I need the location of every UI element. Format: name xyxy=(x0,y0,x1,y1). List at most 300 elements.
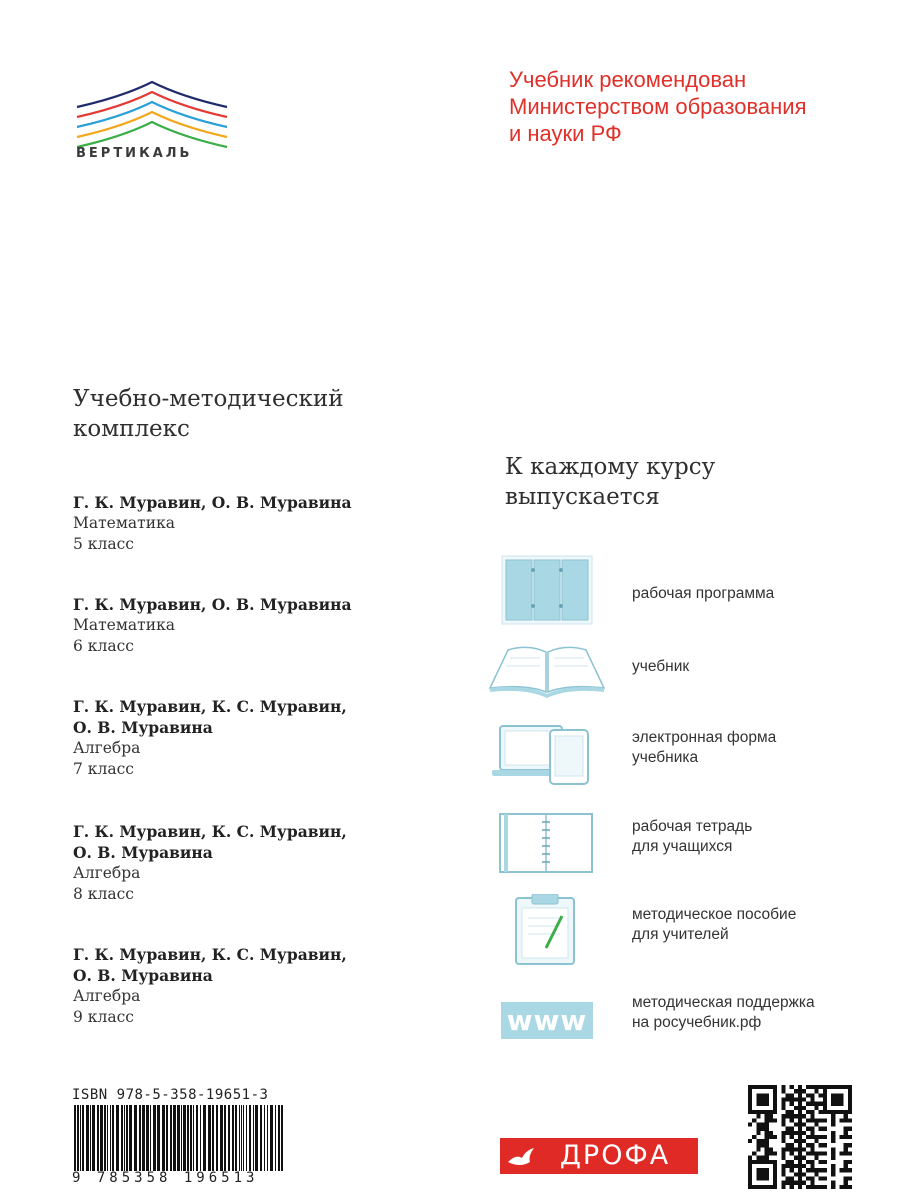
barcode-bar xyxy=(243,1105,244,1171)
barcode-bar xyxy=(100,1105,103,1171)
qr-module xyxy=(798,1102,802,1106)
qr-module xyxy=(794,1122,798,1126)
barcode-bar xyxy=(187,1105,189,1171)
barcode-digits: 9 785358 196513 xyxy=(72,1170,259,1186)
barcode-bar xyxy=(212,1105,214,1171)
barcode-bar xyxy=(121,1105,123,1171)
qr-module xyxy=(785,1093,789,1097)
qr-module xyxy=(831,1135,835,1139)
barcode-bar xyxy=(86,1105,89,1171)
item-label-line: методическая поддержка xyxy=(632,994,815,1011)
qr-module xyxy=(802,1106,806,1110)
book-authors: О. В. Муравина xyxy=(73,843,213,862)
barcode-bar xyxy=(142,1105,145,1171)
qr-module xyxy=(806,1110,810,1114)
qr-module xyxy=(781,1135,785,1139)
qr-module xyxy=(831,1181,835,1185)
qr-module xyxy=(815,1106,819,1110)
qr-module xyxy=(806,1135,810,1139)
course-title-line: выпускается xyxy=(505,484,660,510)
qr-module xyxy=(844,1177,848,1181)
qr-module xyxy=(802,1122,806,1126)
qr-module xyxy=(810,1118,814,1122)
book-authors: Г. К. Муравин, К. С. Муравин, xyxy=(73,697,347,716)
qr-module xyxy=(765,1114,769,1118)
qr-module xyxy=(798,1168,802,1172)
qr-module xyxy=(794,1131,798,1135)
qr-module xyxy=(790,1152,794,1156)
qr-module xyxy=(840,1118,844,1122)
item-label xyxy=(632,728,882,768)
qr-module xyxy=(806,1168,810,1172)
recommendation-text xyxy=(509,66,869,147)
qr-module xyxy=(815,1156,819,1160)
qr-module xyxy=(798,1147,802,1151)
qr-module xyxy=(748,1156,752,1160)
qr-module xyxy=(781,1152,785,1156)
qr-module xyxy=(798,1114,802,1118)
publisher-name: ДРОФА xyxy=(559,1140,671,1171)
qr-module xyxy=(819,1127,823,1131)
qr-module xyxy=(794,1139,798,1143)
qr-module xyxy=(790,1114,794,1118)
qr-module xyxy=(819,1160,823,1164)
barcode-bar xyxy=(150,1105,151,1171)
qr-module xyxy=(810,1127,814,1131)
qr-module xyxy=(781,1122,785,1126)
qr-module xyxy=(819,1093,823,1097)
binders-icon xyxy=(488,554,606,626)
barcode-bar xyxy=(116,1105,119,1171)
qr-module xyxy=(844,1127,848,1131)
barcode-bar xyxy=(107,1105,108,1171)
qr-module xyxy=(781,1118,785,1122)
qr-module xyxy=(848,1185,852,1189)
barcode-bar xyxy=(235,1105,237,1171)
qr-module xyxy=(810,1177,814,1181)
qr-module xyxy=(790,1102,794,1106)
qr-module xyxy=(773,1152,777,1156)
qr-module xyxy=(802,1172,806,1176)
qr-module xyxy=(844,1160,848,1164)
book-grade: 8 класс xyxy=(73,885,134,903)
qr-module xyxy=(790,1135,794,1139)
qr-module xyxy=(806,1127,810,1131)
qr-module xyxy=(756,1139,760,1143)
qr-module xyxy=(802,1114,806,1118)
qr-module xyxy=(815,1089,819,1093)
qr-module xyxy=(810,1181,814,1185)
barcode-bar xyxy=(255,1105,258,1171)
book-entry xyxy=(73,492,413,555)
barcode-bar xyxy=(275,1105,276,1171)
qr-module xyxy=(806,1118,810,1122)
qr-module xyxy=(802,1089,806,1093)
qr-module xyxy=(790,1127,794,1131)
item-label-line: на росучебник.рф xyxy=(632,1014,762,1031)
qr-module xyxy=(781,1156,785,1160)
qr-module xyxy=(798,1122,802,1126)
qr-module xyxy=(844,1135,848,1139)
qr-module xyxy=(781,1085,785,1089)
qr-module xyxy=(798,1143,802,1147)
barcode-bar xyxy=(246,1105,247,1171)
qr-module xyxy=(848,1152,852,1156)
qr-module xyxy=(798,1139,802,1143)
barcode-bar xyxy=(162,1105,165,1171)
qr-module xyxy=(794,1172,798,1176)
qr-module xyxy=(823,1168,827,1172)
www-icon-text: www xyxy=(501,1002,594,1039)
qr-module xyxy=(798,1127,802,1131)
qr-module xyxy=(831,1114,835,1118)
qr-module xyxy=(815,1152,819,1156)
qr-module xyxy=(815,1122,819,1126)
barcode-bar xyxy=(82,1105,84,1171)
qr-module xyxy=(844,1114,848,1118)
qr-module xyxy=(781,1102,785,1106)
qr-module xyxy=(790,1093,794,1097)
qr-module xyxy=(798,1089,802,1093)
qr-module xyxy=(815,1135,819,1139)
book-entry xyxy=(73,821,413,905)
qr-module xyxy=(798,1106,802,1110)
barcode-bar xyxy=(181,1105,182,1171)
publisher-bird-icon xyxy=(506,1144,536,1170)
qr-module xyxy=(848,1118,852,1122)
qr-module xyxy=(806,1093,810,1097)
book-grade: 5 класс xyxy=(73,535,134,553)
item-label-line: для учащихся xyxy=(632,838,733,855)
clipboard-icon xyxy=(488,894,606,966)
barcode-bar xyxy=(97,1105,99,1171)
item-label-line: учебник xyxy=(632,658,690,675)
qr-module xyxy=(790,1118,794,1122)
barcode-bar xyxy=(249,1105,251,1171)
qr-module xyxy=(769,1152,773,1156)
qr-module xyxy=(831,1172,835,1176)
qr-module xyxy=(781,1185,785,1189)
qr-module xyxy=(840,1152,844,1156)
qr-module xyxy=(790,1085,794,1089)
qr-module xyxy=(819,1110,823,1114)
qr-module xyxy=(769,1114,773,1118)
qr-module xyxy=(806,1152,810,1156)
qr-module xyxy=(769,1131,773,1135)
barcode-bar xyxy=(92,1105,95,1171)
qr-module xyxy=(760,1122,764,1126)
qr-module xyxy=(756,1156,760,1160)
qr-module xyxy=(781,1097,785,1101)
qr-module xyxy=(794,1106,798,1110)
qr-module xyxy=(794,1114,798,1118)
qr-module xyxy=(756,1168,768,1180)
barcode-bar xyxy=(241,1105,242,1171)
qr-module xyxy=(769,1135,773,1139)
barcode-bar xyxy=(110,1105,111,1171)
qr-module xyxy=(781,1164,785,1168)
qr-module xyxy=(781,1147,785,1151)
qr-module xyxy=(794,1156,798,1160)
qr-module xyxy=(756,1143,760,1147)
barcode-bar xyxy=(157,1105,160,1171)
qr-module xyxy=(748,1122,752,1126)
qr-module xyxy=(810,1143,814,1147)
qr-module xyxy=(798,1118,802,1122)
qr-module xyxy=(810,1185,814,1189)
devices-icon xyxy=(488,720,606,792)
qr-module xyxy=(810,1152,814,1156)
complex-title-line: Учебно-методический xyxy=(73,386,344,412)
barcode-bar xyxy=(77,1105,79,1171)
qr-module xyxy=(844,1147,848,1151)
complex-title xyxy=(73,384,393,444)
barcode-bar xyxy=(129,1105,132,1171)
qr-module xyxy=(794,1097,798,1101)
qr-module xyxy=(810,1160,814,1164)
barcode-bar xyxy=(267,1105,268,1171)
book-authors: Г. К. Муравин, О. В. Муравина xyxy=(73,595,352,614)
qr-module xyxy=(810,1102,814,1106)
qr-module xyxy=(844,1118,848,1122)
book-entry xyxy=(73,696,413,780)
qr-module xyxy=(785,1181,789,1185)
qr-module xyxy=(785,1143,789,1147)
barcode-bar xyxy=(203,1105,206,1171)
qr-module xyxy=(810,1135,814,1139)
barcode-bar xyxy=(260,1105,262,1171)
book-entry xyxy=(73,944,413,1028)
qr-module xyxy=(756,1127,760,1131)
item-label xyxy=(632,905,882,945)
qr-module xyxy=(781,1114,785,1118)
qr-module xyxy=(760,1143,764,1147)
qr-module xyxy=(785,1097,789,1101)
qr-module xyxy=(790,1168,794,1172)
qr-module xyxy=(798,1185,802,1189)
qr-module xyxy=(752,1135,756,1139)
qr-module xyxy=(790,1110,794,1114)
qr-module xyxy=(815,1185,819,1189)
qr-module xyxy=(844,1181,848,1185)
qr-module xyxy=(819,1085,823,1089)
qr-module xyxy=(823,1118,827,1122)
qr-module xyxy=(831,1131,835,1135)
book-authors: Г. К. Муравин, О. В. Муравина xyxy=(73,493,352,512)
qr-module xyxy=(760,1139,764,1143)
item-label-line: рабочая программа xyxy=(632,585,775,602)
qr-module xyxy=(831,1093,843,1105)
qr-module xyxy=(798,1181,802,1185)
barcode-bar xyxy=(216,1105,218,1171)
qr-module xyxy=(781,1106,785,1110)
qr-module xyxy=(831,1185,835,1189)
qr-module xyxy=(819,1152,823,1156)
barcode-bar xyxy=(224,1105,226,1171)
qr-module xyxy=(765,1139,769,1143)
barcode-bar xyxy=(104,1105,106,1171)
barcode-bar xyxy=(134,1105,137,1171)
qr-module xyxy=(785,1160,789,1164)
qr-module xyxy=(848,1168,852,1172)
barcode-bar xyxy=(193,1105,194,1171)
qr-module xyxy=(848,1127,852,1131)
qr-module xyxy=(773,1118,777,1122)
barcode-bar xyxy=(196,1105,198,1171)
qr-module xyxy=(806,1085,810,1089)
qr-module xyxy=(781,1168,785,1172)
qr-module xyxy=(802,1147,806,1151)
barcode-bar xyxy=(253,1105,254,1171)
qr-module xyxy=(756,1122,760,1126)
barcode-bar xyxy=(190,1105,192,1171)
book-subject: Алгебра xyxy=(73,864,141,882)
qr-module xyxy=(790,1097,794,1101)
qr-module xyxy=(802,1139,806,1143)
qr-module xyxy=(781,1089,785,1093)
qr-module xyxy=(785,1127,789,1131)
qr-module xyxy=(840,1185,844,1189)
qr-module xyxy=(765,1122,769,1126)
qr-module xyxy=(806,1177,810,1181)
barcode-bar xyxy=(228,1105,230,1171)
qr-module xyxy=(823,1127,827,1131)
qr-module xyxy=(798,1172,802,1176)
www-icon xyxy=(488,984,606,1056)
book-grade: 6 класс xyxy=(73,637,134,655)
qr-module xyxy=(831,1122,835,1126)
qr-module xyxy=(765,1152,769,1156)
item-label xyxy=(632,817,882,857)
qr-module xyxy=(810,1110,814,1114)
qr-module xyxy=(802,1181,806,1185)
item-label xyxy=(632,584,882,604)
qr-module xyxy=(819,1168,823,1172)
qr-module xyxy=(752,1118,756,1122)
qr-module xyxy=(823,1152,827,1156)
qr-module xyxy=(790,1160,794,1164)
qr-module xyxy=(815,1139,819,1143)
qr-module xyxy=(769,1118,773,1122)
qr-module xyxy=(823,1185,827,1189)
open-book-icon xyxy=(488,636,606,708)
qr-module xyxy=(848,1160,852,1164)
book-subject: Математика xyxy=(73,616,175,634)
qr-module xyxy=(810,1114,814,1118)
qr-module xyxy=(831,1139,835,1143)
qr-module xyxy=(785,1164,789,1168)
qr-module xyxy=(831,1164,835,1168)
complex-title-line: комплекс xyxy=(73,416,190,442)
qr-module xyxy=(844,1168,848,1172)
qr-module xyxy=(794,1181,798,1185)
qr-module xyxy=(798,1156,802,1160)
barcode-bar xyxy=(90,1105,91,1171)
barcode-bar xyxy=(264,1105,265,1171)
qr-module xyxy=(823,1177,827,1181)
qr-module xyxy=(765,1131,769,1135)
barcode-bar xyxy=(124,1105,125,1171)
barcode-bar xyxy=(153,1105,156,1171)
qr-module xyxy=(810,1164,814,1168)
qr-module xyxy=(815,1172,819,1176)
qr-module xyxy=(806,1160,810,1164)
qr-module xyxy=(802,1156,806,1160)
qr-module xyxy=(760,1156,764,1160)
item-label-line: для учителей xyxy=(632,926,729,943)
qr-module xyxy=(798,1131,802,1135)
course-title xyxy=(505,452,805,512)
qr-module xyxy=(760,1127,764,1131)
qr-module xyxy=(752,1152,756,1156)
barcode-bar xyxy=(278,1105,280,1171)
qr-module xyxy=(831,1147,835,1151)
qr-module xyxy=(748,1139,752,1143)
qr-module xyxy=(790,1143,794,1147)
recommendation-line: Министерством образования xyxy=(509,94,807,119)
qr-code xyxy=(748,1085,852,1189)
qr-module xyxy=(815,1118,819,1122)
qr-module xyxy=(769,1147,773,1151)
qr-module xyxy=(819,1143,823,1147)
qr-module xyxy=(765,1156,769,1160)
qr-module xyxy=(802,1164,806,1168)
book-subject: Алгебра xyxy=(73,739,141,757)
book-authors: О. В. Муравина xyxy=(73,718,213,737)
qr-module xyxy=(798,1085,802,1089)
qr-module xyxy=(831,1152,835,1156)
barcode-bar xyxy=(270,1105,273,1171)
recommendation-line: Учебник рекомендован xyxy=(509,67,747,92)
qr-module xyxy=(810,1131,814,1135)
barcode-bar xyxy=(232,1105,234,1171)
barcode-bar xyxy=(239,1105,240,1171)
qr-module xyxy=(781,1181,785,1185)
qr-module xyxy=(815,1085,819,1089)
qr-module xyxy=(819,1177,823,1181)
barcode-bar xyxy=(220,1105,223,1171)
qr-module xyxy=(756,1093,768,1105)
book-grade: 9 класс xyxy=(73,1008,134,1026)
qr-module xyxy=(815,1168,819,1172)
barcode-bar xyxy=(112,1105,114,1171)
book-subject: Алгебра xyxy=(73,987,141,1005)
qr-module xyxy=(815,1102,819,1106)
qr-module xyxy=(785,1131,789,1135)
qr-module xyxy=(831,1168,835,1172)
barcode-bar xyxy=(126,1105,128,1171)
qr-module xyxy=(765,1135,769,1139)
item-label-line: рабочая тетрадь xyxy=(632,818,753,835)
qr-module xyxy=(790,1185,794,1189)
qr-module xyxy=(806,1102,810,1106)
qr-module xyxy=(798,1160,802,1164)
barcode-bar xyxy=(74,1105,76,1171)
qr-module xyxy=(773,1135,777,1139)
qr-module xyxy=(794,1147,798,1151)
qr-module xyxy=(785,1110,789,1114)
qr-module xyxy=(798,1152,802,1156)
qr-module xyxy=(844,1164,848,1168)
qr-module xyxy=(756,1131,760,1135)
qr-module xyxy=(798,1164,802,1168)
qr-module xyxy=(785,1114,789,1118)
qr-module xyxy=(798,1135,802,1139)
qr-module xyxy=(781,1139,785,1143)
qr-module xyxy=(798,1097,802,1101)
qr-module xyxy=(819,1135,823,1139)
qr-module xyxy=(806,1185,810,1189)
